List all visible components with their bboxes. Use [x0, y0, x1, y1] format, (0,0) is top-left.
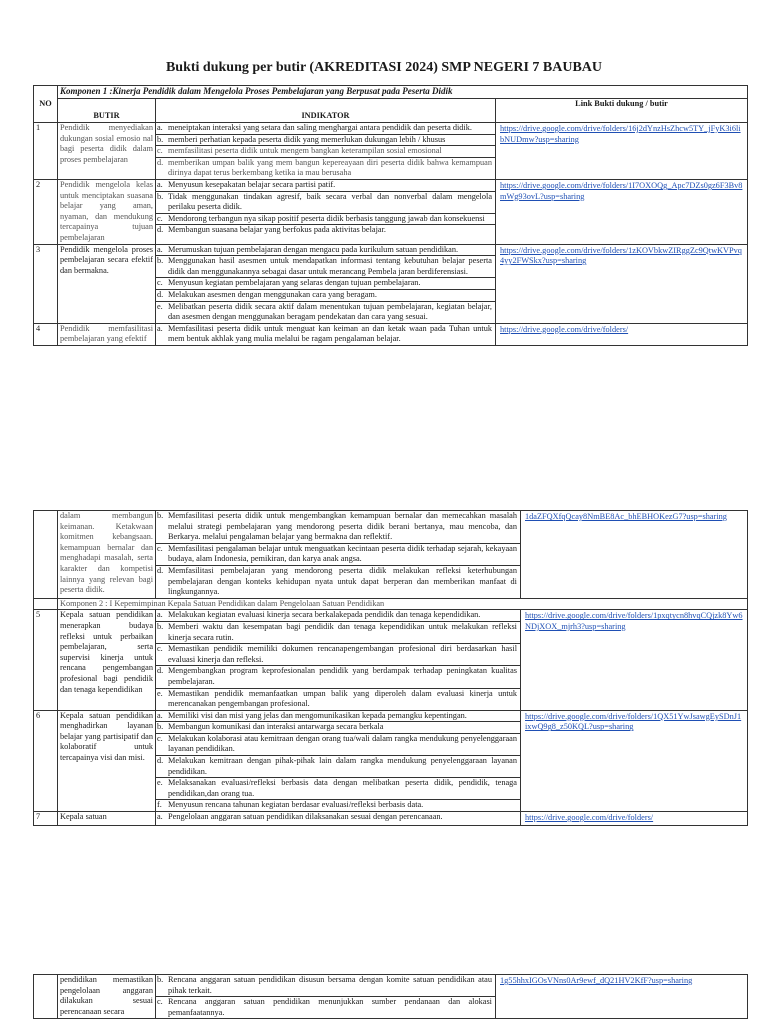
indicator-letter: a.	[157, 323, 163, 333]
row-number: 2	[34, 179, 58, 244]
indicator-list	[156, 812, 521, 826]
evidence-link-cell	[521, 511, 748, 599]
row-number: 4	[34, 323, 58, 345]
indicator-letter: b.	[157, 191, 164, 201]
indicator-item	[156, 975, 495, 997]
indicator-text: memfasilitasi peserta didik untuk mengem bangkan keterampilan sosial emosional	[168, 146, 442, 156]
butir-text: Pendidik mengelola proses pembelajaran secara efektif dan bermakna.	[58, 244, 156, 323]
indicator-item	[156, 256, 495, 278]
evidence-link-cell	[496, 244, 748, 323]
butir-text: Pendidik memfasilitasi pembelajaran yang efektif	[58, 323, 156, 345]
indicator-letter: d.	[157, 289, 164, 299]
no-header: NO	[34, 86, 58, 123]
indicator-text: Memastikan pendidik memiliki dokumen rencanapengembangan profesional diri berdasarkan hasil evaluasi kinerja dan refleksi.	[168, 644, 517, 664]
indicator-item	[156, 734, 520, 756]
indicator-letter: d.	[157, 157, 164, 167]
component-2-header: Komponen 2 : I Kepemimpinan Kepala Satuan Pendidikan dalam Pengelolaan Satuan Pendidikan	[58, 598, 748, 610]
indicator-letter: c.	[157, 543, 163, 553]
indicator-text: Memiliki visi dan misi yang jelas dan mengomunikasikan kepada pemangku kepentingan.	[168, 710, 467, 720]
indicator-letter: e.	[157, 688, 163, 698]
indicator-text: Melakukan kolaborasi atau kemitraan dengan orang tua/wali dalam rangka mendukung penyelenggaraan layanan pendidikan.	[168, 733, 517, 754]
indicator-text: Menyusun kegiatan pembelajaran yang selaras dengan tujuan pembelajaran.	[168, 278, 421, 288]
table-row	[34, 123, 748, 180]
indicator-text: Melakukan kegiatan evaluasi kinerja secara berkalakepada pendidik dan tenaga kependidikan.	[168, 610, 481, 620]
indicator-item	[156, 180, 495, 192]
indicator-text: Merumuskan tujuan pembelajaran dengan mengacu pada kurikulum satuan pendidikan.	[168, 244, 459, 254]
indicator-text: Melibatkan peserta didik secara aktif dalam menentukan tujuan pembelajaran, kegiatan belajar, dan asesmen dengan menggunakan beragam pendekatan dan cara yang sesuai.	[168, 301, 492, 322]
indicator-letter: b.	[157, 511, 164, 520]
indicator-letter: d.	[157, 225, 164, 235]
butir-text: dalam membangun keimanan. Ketakwaan komitmen kebangsaan. kemampuan bernalar dan menghadapi masalah, serta karakter dan kompetisi lainnya yang relevan bagi peserta didik.	[58, 511, 156, 599]
indicator-item	[156, 135, 495, 147]
indicator-letter: d.	[157, 565, 164, 575]
indicator-letter: c.	[157, 278, 163, 288]
indicator-item	[156, 544, 520, 566]
butir-header: BUTIR	[58, 99, 156, 123]
indicator-letter: b.	[157, 621, 164, 631]
table-row	[34, 975, 748, 1019]
evidence-link-cell	[521, 610, 748, 710]
evidence-table-page-1	[33, 85, 748, 346]
indicator-letter: a.	[157, 123, 163, 132]
link-header: Link Bukti dukung / butir	[496, 99, 748, 123]
indicator-item	[156, 756, 520, 778]
indicator-text: Rencana anggaran satuan pendidikan disusun bersama dengan komite satuan pendidikan atau pihak terkait.	[168, 975, 492, 995]
evidence-link[interactable]: 1daZFQXfqQcay8NmBE8Ac_bhEBHOKezG7?usp=sharing	[525, 512, 727, 521]
table-row	[34, 323, 748, 345]
indicator-list	[156, 123, 496, 180]
evidence-link[interactable]: https://drive.google.com/drive/folders/	[500, 324, 629, 334]
component-1-label: Komponen 1 :Kinerja Pendidik dalam Mengelola Proses Pembelajaran yang Berpusat pada Peserta Didik	[60, 86, 453, 96]
table-row	[34, 812, 748, 826]
indicator-item	[156, 146, 495, 158]
row-number: 3	[34, 244, 58, 323]
indicator-letter: c.	[157, 644, 163, 654]
evidence-link[interactable]: 1g55hhxIGOsVNns0Ar9ewf_dQ21HV2KfF?usp=sharing	[500, 976, 693, 985]
indicator-letter: a.	[157, 179, 163, 189]
indicator-item	[156, 245, 495, 257]
indicator-item	[156, 123, 495, 135]
indicator-letter: b.	[157, 256, 164, 266]
indicator-list	[156, 511, 521, 599]
indicator-letter: c.	[157, 997, 163, 1007]
indicator-list	[156, 610, 521, 710]
indicator-item	[156, 278, 495, 290]
indicator-text: memberi perhatian kepada peserta didik yang memerlukan dukungan lebih / khusus	[168, 134, 446, 144]
indicator-item	[156, 689, 520, 710]
evidence-link[interactable]: https://drive.google.com/drive/folders/1zKOVbkwZIRggZc9QtwKVPvq4yy2FWSkx?usp=sharing	[500, 245, 742, 266]
table-row	[34, 511, 748, 599]
indicator-letter: a.	[157, 610, 163, 620]
indicator-letter: f.	[157, 800, 162, 810]
indicator-text: Melakukan kemitraan dengan pihak-pihak lain dalam rangka mendukung penyelenggaraan layanan pendidikan.	[168, 756, 517, 776]
evidence-table-page-3	[33, 974, 748, 1019]
butir-text: Pendidik mengelola kelas untuk menciptakan suasana belajar yang aman, nyaman, dan mendukung tercapainya tujuan pembelajaran	[58, 179, 156, 244]
indicator-text: Memfasilitasi peserta didik untuk menguat kan keiman an dan ketak waan pada Tuhan untuk mem bentuk akhlak yang mulia melalui be ragam pengalaman belajar.	[168, 323, 492, 344]
indicator-letter: c.	[157, 213, 163, 223]
evidence-table-page-2	[33, 510, 748, 826]
indicator-letter: c.	[157, 146, 163, 156]
evidence-link-cell	[521, 710, 748, 811]
indicator-list	[156, 179, 496, 244]
indicator-list	[156, 975, 496, 1019]
indicator-item	[156, 511, 520, 544]
evidence-link-cell	[496, 323, 748, 345]
indicator-item	[156, 622, 520, 644]
row-number: 5	[34, 610, 58, 710]
indicator-item	[156, 997, 495, 1018]
indicator-item	[156, 778, 520, 800]
evidence-link[interactable]: https://drive.google.com/drive/folders/16j2dYnzHsZhcw5TY_jFyK3i6libNUDmw?usp=sharing	[500, 124, 741, 144]
indicator-text: Mendorong terbangun nya sikap positif peserta didik berbasis tanggung jawab dan konsekuensi	[168, 213, 485, 223]
indicator-letter: a.	[157, 710, 163, 720]
indicator-item	[156, 158, 495, 179]
indicator-item	[156, 192, 495, 214]
indicator-text: Membangun komunikasi dan interaksi antarwarga secara berkala	[168, 722, 384, 732]
indicator-item	[156, 711, 520, 723]
table-row	[34, 244, 748, 323]
indicator-text: Mengembangkan program keprofesionalan pendidik yang berdampak terhadap peningkatan kualitas pembelajaran.	[168, 666, 517, 686]
indicator-item	[156, 566, 520, 598]
component-1-header	[58, 86, 748, 99]
indicator-letter: e.	[157, 301, 163, 311]
evidence-link-cell	[496, 179, 748, 244]
document-title: Bukti dukung per butir (AKREDITASI 2024) SMP NEGERI 7 BAUBAU	[165, 60, 603, 75]
row-number: 1	[34, 123, 58, 180]
table-row	[34, 610, 748, 710]
indicator-list	[156, 244, 496, 323]
indicator-item	[156, 290, 495, 302]
indicator-list	[156, 710, 521, 811]
row-number	[34, 975, 58, 1019]
indicator-text: Memfasilitasi pembelajaran yang mendorong peserta didik melakukan refleksi keterhubungan pembelajaran dengan konteks kehidupan nyata untuk dapat berperan dan memberikan manfaat di lingkungannya.	[168, 565, 517, 597]
indicator-text: Melakukan asesmen dengan menggunakan cara yang beragam.	[168, 289, 377, 299]
indicator-text: Menyusun rencana tahunan kegiatan berdasar evaluasi/refleksi berbasis data.	[168, 800, 424, 810]
indicator-text: Memfasilitasi peserta didik untuk mengembangkan kemampuan bernalar dan memecahkan masalah melalui strategi pembelajaran yang mendorong peserta didik berani bertanya, mau mencoba, dan Berkarya. melalui pengalaman belajar yang bermakna dan reflektif.	[168, 511, 517, 542]
table-row	[34, 179, 748, 244]
butir-text: pendidikan memastikan pengelolaan anggaran dilakukan sesuai perencanaan secara	[58, 975, 156, 1019]
indicator-text: memberikan umpan balik yang mem bangun kepereayaan diri peserta didik bahwa kemampuan dirinya dapat terus berkembang ketika ia mau berusaha	[168, 157, 492, 178]
row-number	[34, 598, 58, 610]
indicator-item	[156, 324, 495, 345]
indicator-text: Memastikan pendidik memanfaatkan umpan balik yang diperoleh dalam evaluasi kinerja untuk merencanakan pengembangan profesional.	[168, 688, 517, 709]
evidence-link-cell	[496, 123, 748, 180]
indicator-letter: d.	[157, 666, 164, 676]
evidence-link-cell	[521, 812, 748, 826]
evidence-link[interactable]: https://drive.google.com/drive/folders/1QX51YwJsawgEySDnJ1ixwQ9g8_z50KQL?usp=sharing	[525, 711, 742, 732]
indicator-item	[156, 610, 520, 622]
row-number	[34, 511, 58, 599]
indicator-item	[156, 812, 520, 823]
indicator-item	[156, 302, 495, 323]
indicator-item	[156, 214, 495, 226]
indicator-letter: d.	[157, 756, 164, 766]
indicator-text: Menggunakan hasil asesmen untuk mendapatkan informasi tentang kebutuhan belajar peserta didik dan menggunakannya sebagai dasar untuk merancang Pembela jaran berdiferensiasi.	[168, 256, 492, 276]
row-number: 6	[34, 710, 58, 811]
indicator-letter: c.	[157, 733, 163, 743]
indicator-letter: e.	[157, 778, 163, 788]
indicator-letter: a.	[157, 812, 163, 822]
indicator-item	[156, 644, 520, 666]
indicator-list	[156, 323, 496, 345]
indicator-item	[156, 800, 520, 811]
row-number: 7	[34, 812, 58, 826]
indikator-header: INDIKATOR	[156, 99, 496, 123]
evidence-link[interactable]: https://drive.google.com/drive/folders/	[525, 813, 654, 823]
table-row	[34, 710, 748, 811]
indicator-text: Memberi waktu dan kesempatan bagi pendidik dan tenaga kependidikan untuk melakukan refleksi kinerja secara rutin.	[168, 621, 517, 642]
indicator-letter: b.	[157, 722, 164, 732]
indicator-text: Pengelolaan anggaran satuan pendidikan dilaksanakan sesuai dengan perencanaan.	[168, 812, 443, 822]
butir-text: Kepala satuan pendidikan menerapkan budaya refleksi untuk perbaikan pembelajaran, serta supervisi kinerja untuk rencana pengembangan profesional bagi pendidik dan tenaga kependidikan	[58, 610, 156, 710]
indicator-item	[156, 225, 495, 236]
indicator-text: meneiptakan interaksi yang setara dan saling menghargai antara pendidik dan peserta didik.	[168, 123, 472, 132]
indicator-item	[156, 666, 520, 688]
indicator-text: Rencana anggaran satuan pendidikan menunjukkan sumber pendanaan dan alokasi pemanfaatannya.	[168, 997, 492, 1017]
indicator-item	[156, 722, 520, 734]
indicator-text: Menyusun kesepakatan belajar secara partisi patif.	[168, 179, 336, 189]
evidence-link[interactable]: https://drive.google.com/drive/folders/1pxqtycn8hvqCQjzk8Yw6NDjXOX_mjrh3?usp=sharing	[525, 611, 743, 631]
indicator-text: Tidak menggunakan tindakan agresif, baik secara verbal dan nonverbal dalam mengelola perilaku peserta didik.	[168, 191, 492, 212]
indicator-letter: b.	[157, 134, 164, 144]
indicator-text: Memfasilitasi pengalaman belajar untuk menguatkan kecintaan peserta didik terhadap sejarah, kekayaan budaya, alam Indonesia, pemikiran, dan karya anak angsa.	[168, 543, 517, 564]
indicator-text: Melaksanakan evaluasi/refleksi berbasis data dengan melibatkan peserta didik, pendidik, tenaga pendidikan,dan orang tua.	[168, 778, 517, 798]
butir-text: Pendidik menyediakan dukungan sosial emosio nal bagi peserta didik dalam proses pembelajaran	[58, 123, 156, 180]
evidence-link[interactable]: https://drive.google.com/drive/folders/1I7OXOQg_Apc7DZs0gz6F3Bv8mWg93ovL?usp=sharing	[500, 180, 743, 201]
indicator-letter: b.	[157, 975, 164, 984]
indicator-letter: a.	[157, 244, 163, 254]
evidence-link-cell	[496, 975, 748, 1019]
butir-text: Kepala satuan pendidikan menghadirkan layanan belajar yang partisipatif dan kolaboratif untuk tercapainya visi dan misi.	[58, 710, 156, 811]
butir-text: Kepala satuan	[58, 812, 156, 826]
indicator-text: Membangun suasana belajar yang berfokus pada aktivitas belajar.	[168, 225, 386, 235]
component-2-row	[34, 598, 748, 610]
